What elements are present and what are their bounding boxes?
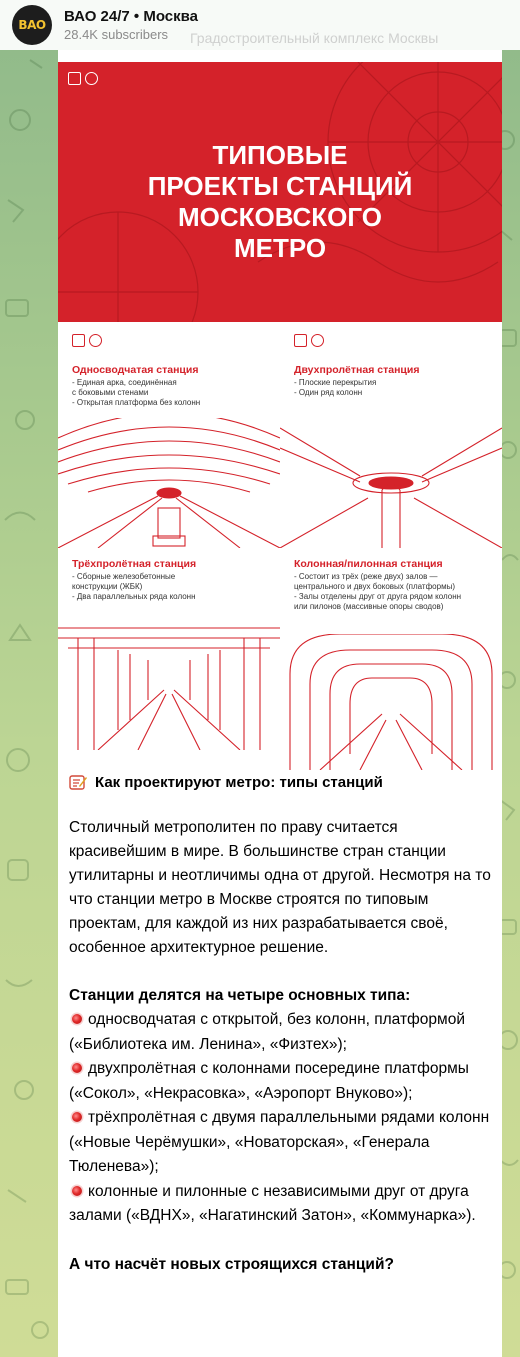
channel-title-block[interactable]: [64, 8, 198, 43]
message-text: [69, 770, 494, 1277]
red-circle-icon: [72, 1186, 82, 1196]
station-type-panel-single-vault: [58, 328, 280, 548]
city-seal-icon: [311, 334, 324, 347]
station-type-panel-two-span: [280, 328, 502, 548]
list-item: [69, 1106, 494, 1180]
city-seal-icon: [85, 72, 98, 85]
pinned-preview: Градостроительный комплекс Москвы: [190, 30, 439, 46]
list-item-text: односводчатая с открытой, без колонн, платформой («Библиотека им. Ленина», «Физтех»);: [69, 1011, 465, 1053]
channel-avatar[interactable]: [12, 5, 52, 45]
station-type-panel-three-span: [58, 550, 280, 770]
city-seal-icon: [89, 334, 102, 347]
message-headline: [69, 770, 494, 794]
poster-title-line: ТИПОВЫЕ: [212, 140, 348, 170]
panel-title: Трёхпролётная станция: [72, 558, 197, 570]
panel-description: - Плоские перекрытия - Один ряд колонн: [294, 378, 377, 397]
red-circle-icon: [72, 1014, 82, 1024]
two-span-illustration: [280, 418, 502, 548]
single-vault-illustration: [58, 418, 280, 548]
list-item-text: двухпролётная с колоннами посередине платформы («Сокол», «Некрасовка», «Аэропорт Внуково»);: [69, 1060, 469, 1102]
red-circle-icon: [72, 1112, 82, 1122]
list-item: [69, 1008, 494, 1057]
poster-header: [58, 62, 502, 322]
message-bubble: [58, 50, 502, 1357]
moscow-emblem-icon: [68, 72, 81, 85]
headline-text: Как проектируют метро: типы станций: [95, 773, 383, 791]
intro-paragraph: Столичный метрополитен по праву считается красивейшим в мире. В большинстве стран станции утилитарны и неотличимы одна от другой. Несмотря на то что станции метро в Москве строятся по типовым проектам, для каждой из них разрабатывается своё, особенное архитектурное решение.: [69, 819, 491, 956]
list-item-text: трёхпролётная с двумя параллельными рядами колонн («Новые Черёмушки», «Новаторская», «Генерала Тюленева»);: [69, 1109, 490, 1175]
list-item: [69, 1057, 494, 1106]
poster-title-line: МЕТРО: [233, 233, 327, 263]
poster-title-line: ПРОЕКТЫ СТАНЦИЙ: [147, 171, 413, 201]
channel-title: ВАО 24/7 • Москва: [64, 7, 199, 25]
panel-description: - Состоит из трёх (реже двух) залов — центрального и двух боковых (платформы) - Залы отделены друг от друга рядом колонн или пилонов (массивные опоры сводов): [294, 572, 462, 611]
poster-title-line: МОСКОВСКОГО: [177, 202, 383, 232]
three-span-illustration: [58, 620, 280, 750]
poster-title: [58, 140, 502, 264]
avatar-logo: ВАО: [18, 18, 46, 32]
infographic-image[interactable]: [58, 50, 502, 770]
red-circle-icon: [72, 1063, 82, 1073]
memo-icon: [69, 773, 87, 791]
question-text: А что насчёт новых строящихся станций?: [69, 1255, 394, 1273]
column-pylon-illustration: [280, 634, 502, 770]
panel-title: Двухпролётная станция: [294, 364, 420, 376]
moscow-emblem-icon: [294, 334, 307, 347]
list-item-text: колонные и пилонные с независимыми друг от друга залами («ВДНХ», «Нагатинский Затон», «Коммунарка»).: [69, 1182, 476, 1224]
panel-title: Односводчатая станция: [72, 364, 199, 376]
subscriber-count: 28.4K subscribers: [64, 26, 169, 42]
panel-title: Колонная/пилонная станция: [294, 558, 443, 570]
panel-description: - Сборные железобетонные конструкции (ЖБК) - Два параллельных ряда колонн: [72, 572, 196, 601]
station-type-panel-column-pylon: [280, 550, 502, 770]
list-item: [69, 1180, 494, 1229]
panel-description: - Единая арка, соединённая с боковыми стенами - Открытая платформа без колонн: [72, 378, 201, 407]
moscow-emblem-icon: [72, 334, 85, 347]
types-heading: Станции делятся на четыре основных типа:: [69, 987, 411, 1004]
